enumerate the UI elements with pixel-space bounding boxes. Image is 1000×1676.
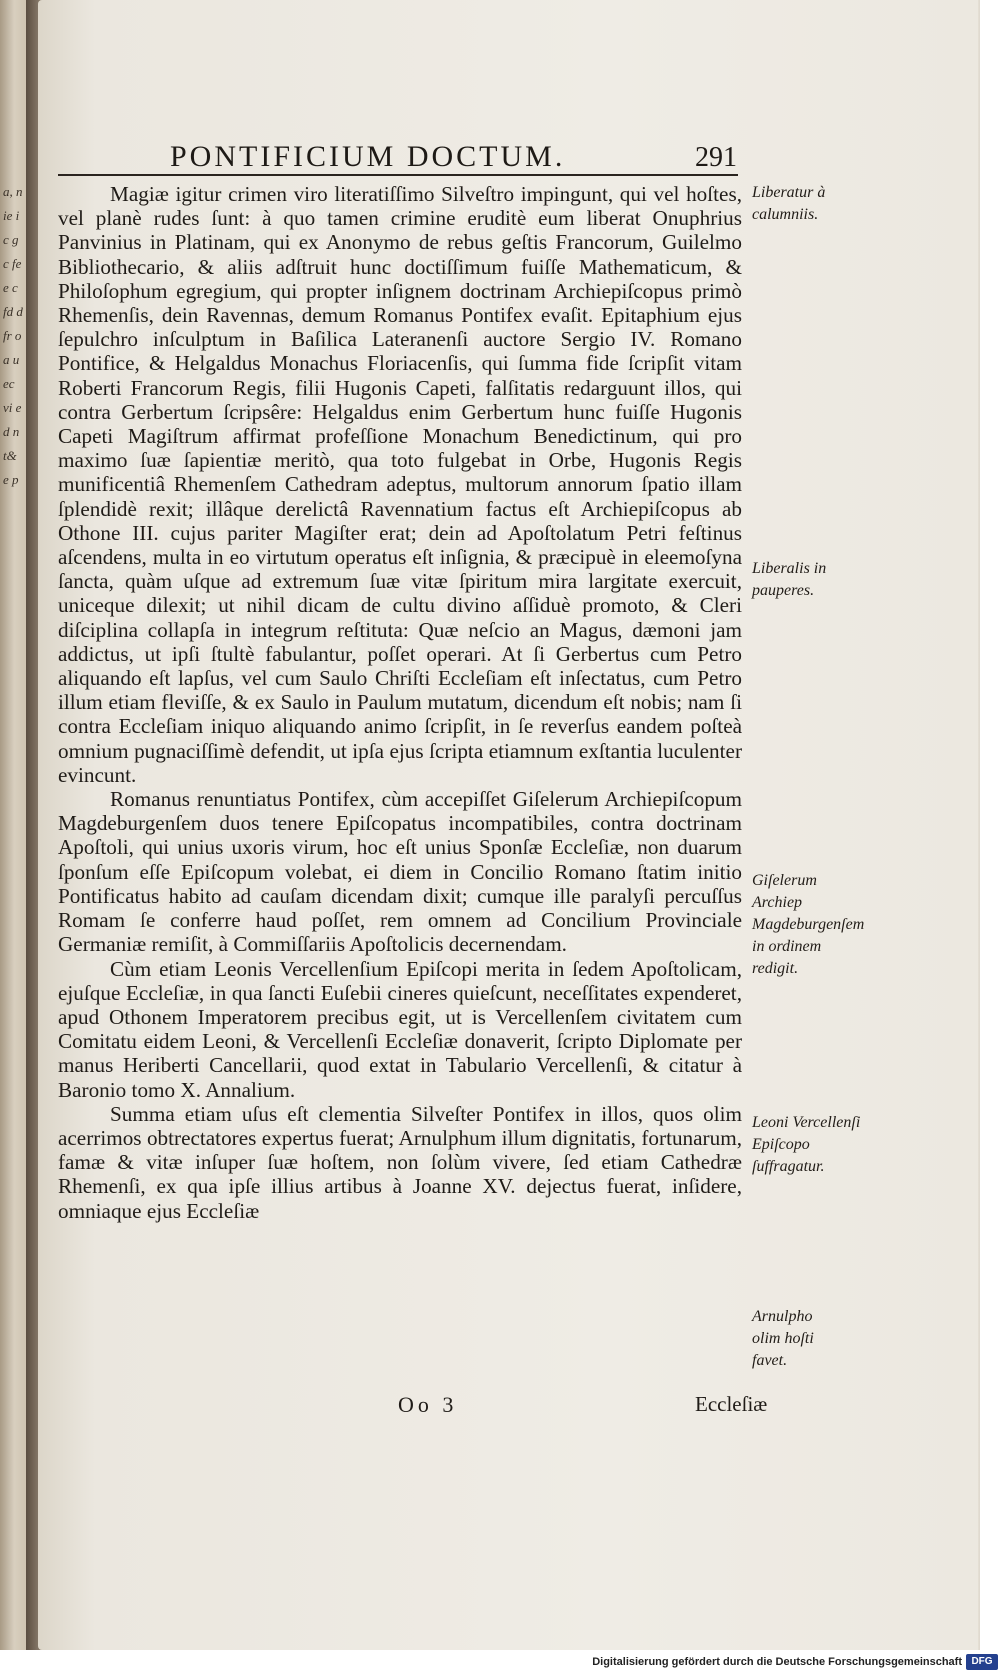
paragraph-3: Cùm etiam Leonis Vercellenſium Epiſcopi merita in ſedem Apoſtolicam, ejuſque Eccleſiæ, in qua ſancti Euſebii cineres quieſcunt, neceſſitates expenderet, apud Othonem Imperatorem precibus egit, ut is Vercellenſem civitatem cum Comitatu eidem Leoni, & Vercellenſi Eccleſiæ donaverit, ſcripto Diplomate per manus Heriberti Cancellarii, quod extat in Tabulario Vercellenſi, & citatur à Baronio tomo X. Annalium. [58, 956, 742, 1102]
facing-page-fragments: a, n ie ic g c fe e c fd d fr o a u ec vi ed n t& e p [3, 184, 23, 487]
catchword: Eccleſiæ [695, 1392, 768, 1416]
marginal-note-giselerum: Giſelerum Archiep Magdeburgenſem in ordinem redigit. [752, 872, 865, 977]
dfg-logo-icon: DFG [966, 1654, 998, 1670]
marginal-note-calumniis: Liberatur à calumniis. [752, 184, 826, 223]
page-edge-shadow [978, 0, 980, 1650]
digitization-footer [0, 1652, 1000, 1676]
facing-page-edge [0, 0, 26, 1650]
marginal-note-pauperes: Liberalis in pauperes. [752, 560, 827, 599]
page-number: 291 [695, 142, 737, 173]
paragraph-1: Magiæ igitur crimen viro literatiſſimo Silveſtro impingunt, qui vel hoſtes, vel planè rudes ſunt: à quo tamen crimine eruditè eum liberat Onuphrius Panvinius in Platinam, qui ex Anonymo de rebus geſtis Francorum, Guilelmo Bibliothecario, & aliis adſtruit hunc doctiſſimum fuiſſe Mathematicum, & Philoſophum egregium, qui propter inſignem doctrinam Archiepiſcopus primò Rhemenſis, dein Ravennas, demum Romanus Pontifex evaſit. Epitaphium ejus ſepulchro inſculptum in Baſilica Lateranenſi auctore Sergio IV. Romano Pontifice, & Helgaldus Monachus Floriacenſis, qui ſumma fide ſcripſit vitam Roberti Francorum Regis, filii Hugonis Capeti, falſitatis redarguunt illos, qui contra Gerbertum ſcripsêre: Helgaldus enim Gerbertum hunc fuiſſe Hugonis Capeti Magiſtrum affirmat profeſſione Monachum Benedictinum, qui pro maximo ſuæ ſapientiæ meritò, qua toto fulgebat in Orbe, Hugonis Regis munificentiâ Rhemenſem Cathedram adeptus, multorum annorum ſpatio illam ſplendidè rexit; illâque derelictâ Ravennatium factus eſt Archiepiſcopus ab Othone III. cujus pariter Magiſter erat; dein ad Apoſtolatum Petri feſtinus aſcendens, multa in eo virtutum operatus eſt inſignia, & præcipuè in eleemoſyna ſancta, quàm uſque ad extremum ſuæ vitæ ſpiritum mira largitate exercuit, uniceque dilexit; ut nihil dicam de cultu divino aſſiduè promoto, & Cleri diſciplina collapſa in integrum reſtituta: Quæ neſcio an Magus, dæmoni jam addictus, ut ipſi ſtultè fabulantur, poſſet operari. At ſi Gerbertus cum Petro aliquando eſt lapſus, vel cum Saulo Chriſti Eccleſiam eſt inſectatus, cum Petro illum etiam fleviſſe, & ex Saulo in Paulum mutatum, dicendum eſt nobis; nam ſi contra Eccleſiam iniquo aliquando animo ſcripſit, in ſe reverſus eandem poſteà omnium pugnaciſſimè defendit, ut ipſa ejus ſcripta etiamnum exſtantia luculenter evincunt. [58, 182, 742, 787]
signature-mark: Oo 3 [398, 1392, 458, 1417]
funding-credit: Digitalisierung gefördert durch die Deutsche Forschungsgemeinschaft [592, 1656, 962, 1668]
paragraph-4: Summa etiam uſus eſt clementia Silveſter Pontifex in illos, quos olim acerrimos obtrectatores expertus fuerat; Arnulphum illum dignitatis, fortunarum, famæ & vitæ inſuper ſuæ hoſtem, non ſolùm vivere, ſed etiam Cathedræ Rhemenſi, ex qua ipſe illius artibus à Joanne XV. dejectus fuerat, inſidere, omniaque ejus Eccleſiæ [58, 1101, 742, 1223]
main-text-column [58, 182, 742, 1223]
paragraph-2: Romanus renuntiatus Pontifex, cùm accepiſſet Giſelerum Archiepiſcopum Magdeburgenſem duos tenere Epiſcopatus incompatibiles, contra doctrinam Apoſtoli, qui unius uxoris virum, hoc eſt unius Sponſæ Eccleſiæ, non duarum ſponſum eſſe Epiſcopum volebat, ei diem in Concilio Romano ſtatim initio Pontificatus habito ad cauſam dicendam dixit; cumque ille paralyſi percuſſus Romam ſe conferre haud poſſet, rem omnem ad Concilium Provinciale Germaniæ remiſit, à Commiſſariis Apoſtolicis decernendam. [58, 787, 742, 957]
marginal-note-arnulpho: Arnulpho olim hoſti favet. [752, 1308, 814, 1369]
header-rule [58, 174, 738, 176]
marginal-note-leoni: Leoni Vercellenſi Epiſcopo ſuffragatur. [752, 1114, 861, 1175]
running-title: PONTIFICIUM DOCTUM. [170, 140, 566, 173]
